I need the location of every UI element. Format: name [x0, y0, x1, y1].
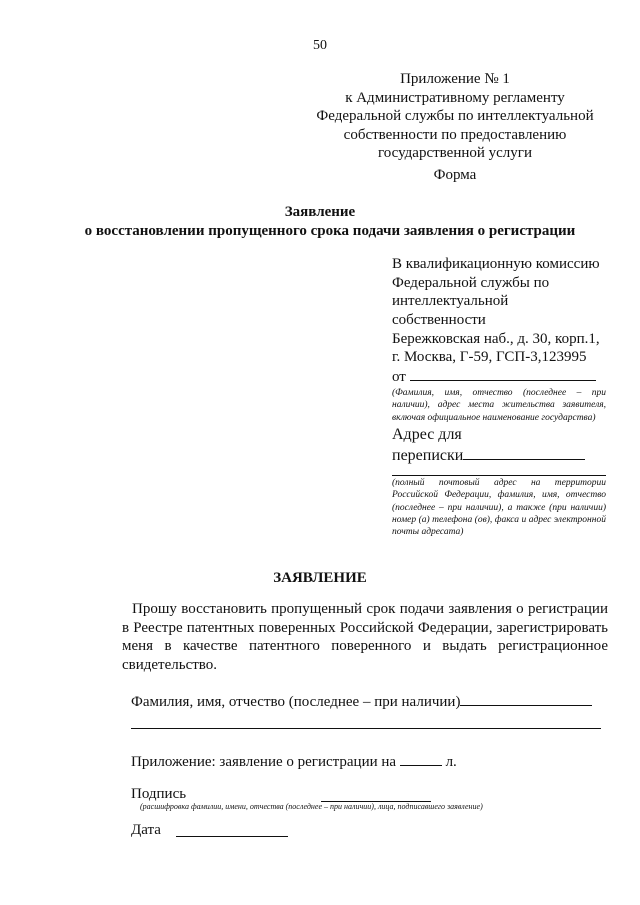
- appendix-line: Федеральной службы по интеллектуальной: [316, 108, 594, 124]
- form-label: Форма: [433, 167, 477, 183]
- page-number: 50: [313, 38, 327, 53]
- mail-field[interactable]: [463, 445, 585, 460]
- attachment-row: [131, 751, 457, 771]
- from-note: (Фамилия, имя, отчество (последнее – при наличии), адрес места жительства заявителя, включая официальное наименование государства): [392, 388, 606, 423]
- fio-row: [131, 691, 592, 711]
- statement-heading: ЗАЯВЛЕНИЕ: [273, 570, 367, 586]
- document-title: Заявление: [284, 204, 356, 220]
- appendix-line: Приложение № 1: [400, 71, 510, 87]
- addressee-address: Бережковская наб., д. 30, корп.1,: [392, 330, 600, 347]
- attachment-suffix: л.: [445, 754, 457, 770]
- mail-field-line[interactable]: [392, 475, 606, 476]
- appendix-line: собственности по предоставлению: [343, 126, 567, 143]
- addressee-line: собственности: [392, 311, 486, 328]
- mail-label: Адрес для: [392, 426, 462, 443]
- fio-field-line[interactable]: [131, 728, 601, 729]
- mail-row: [392, 445, 612, 466]
- mail-note: (полный почтовый адрес на территории Российской Федерации, фамилия, имя, отчество (последнее – при наличии), а также (при наличии) номер (а) телефона (ов), факса и адрес электронной почты адресата): [392, 478, 606, 538]
- document-subtitle: о восстановлении пропущенного срока подачи заявления о регистрации: [84, 223, 576, 239]
- appendix-line: к Административному регламенту: [345, 89, 565, 106]
- appendix-line: государственной услуги: [378, 145, 532, 161]
- addressee-line: интеллектуальной: [392, 293, 509, 309]
- fio-label: Фамилия, имя, отчество (последнее – при наличии): [131, 694, 461, 710]
- signature-note: (расшифровка фамилии, имени, отчества (последнее – при наличии), лица, подписавшего заявление): [140, 802, 483, 811]
- from-row: [392, 366, 612, 387]
- attachment-label: Приложение: заявление о регистрации на: [131, 754, 397, 770]
- statement-body: Прошу восстановить пропущенный срок подачи заявления о регистрации в Реестре патентных поверенных Российской Федерации, зарегистрировать меня в качестве патентного поверенного и выдать регистрационное свидетельство.: [122, 601, 608, 673]
- addressee-line: Федеральной службы по: [392, 274, 550, 291]
- date-field[interactable]: [176, 836, 288, 837]
- date-label: Дата: [131, 822, 161, 838]
- addressee-line: В квалификационную комиссию: [392, 256, 600, 272]
- from-label: от: [392, 369, 406, 385]
- fio-field[interactable]: [460, 691, 592, 706]
- signature-label: Подпись: [131, 786, 187, 802]
- mail-label-2: переписки: [392, 447, 464, 464]
- attachment-pages-field[interactable]: [400, 751, 442, 766]
- from-field[interactable]: [410, 366, 596, 381]
- addressee-address: г. Москва, Г-59, ГСП-3,123995: [392, 349, 587, 365]
